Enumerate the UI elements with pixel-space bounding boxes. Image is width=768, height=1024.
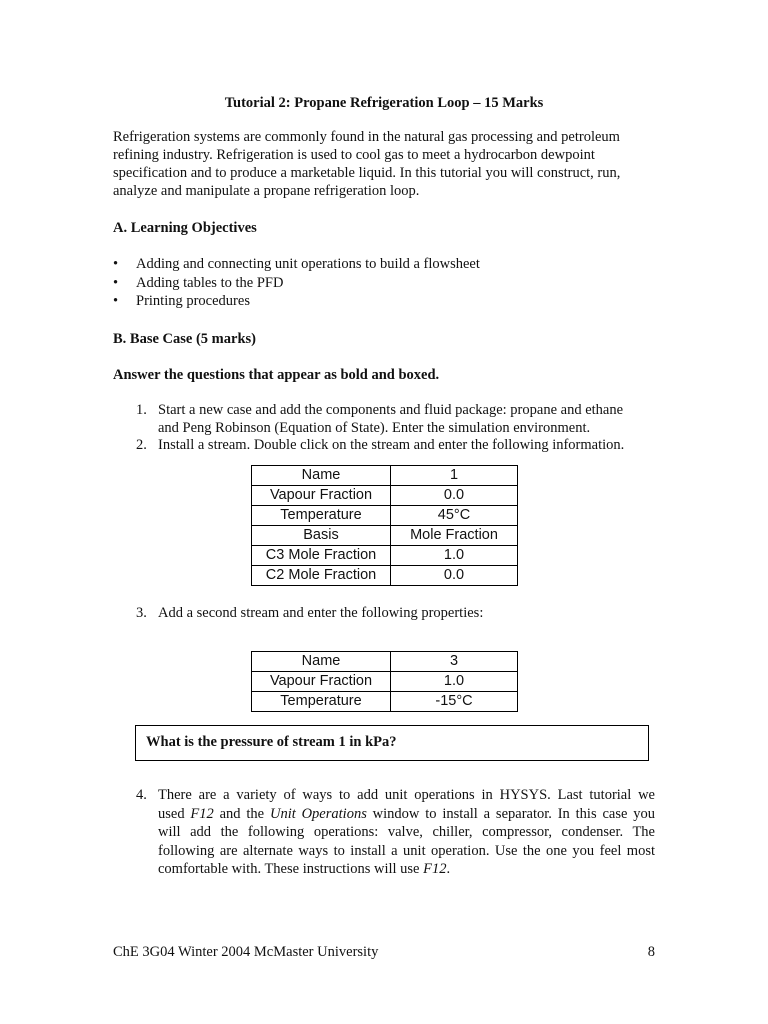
page-number: 8	[647, 944, 655, 960]
property-value: 3	[391, 652, 518, 672]
intro-line: analyze and manipulate a propane refrigeration loop.	[113, 183, 420, 199]
table-row	[252, 692, 518, 712]
stream-1-table	[251, 465, 518, 586]
table-row	[252, 652, 518, 672]
property-name: C2 Mole Fraction	[252, 566, 391, 586]
step-text-line: and Peng Robinson (Equation of State). Enter the simulation environment.	[158, 420, 591, 436]
property-name: Name	[252, 652, 391, 672]
step-number: 1.	[136, 402, 147, 418]
question-box	[135, 725, 649, 761]
property-value: 45°C	[391, 506, 518, 526]
property-name: Vapour Fraction	[252, 486, 391, 506]
step-number: 2.	[136, 437, 147, 453]
section-b-heading: B. Base Case (5 marks)	[113, 331, 256, 347]
property-value: Mole Fraction	[391, 526, 518, 546]
step-text: Install a stream. Double click on the stream and enter the following information.	[158, 437, 625, 453]
list-item: • Adding and connecting unit operations to build a flowsheet	[113, 255, 480, 274]
property-name: Temperature	[252, 692, 391, 712]
intro-line: refining industry. Refrigeration is used to cool gas to meet a hydrocarbon dewpoint	[113, 147, 595, 163]
stream-3-table	[251, 651, 518, 712]
step-text-line: used F12 and the Unit Operations window to install a separator. In this case you	[158, 805, 655, 822]
property-value: 1.0	[391, 672, 518, 692]
property-name: Basis	[252, 526, 391, 546]
table-row	[252, 566, 518, 586]
question-text: What is the pressure of stream 1 in kPa?	[146, 734, 397, 750]
learning-objectives-list	[113, 255, 480, 311]
property-name: Vapour Fraction	[252, 672, 391, 692]
step-number: 4.	[136, 787, 147, 803]
intro-paragraph	[113, 128, 658, 200]
table-row	[252, 526, 518, 546]
table-row	[252, 486, 518, 506]
table-row	[252, 506, 518, 526]
step-number: 3.	[136, 605, 147, 621]
table-row	[252, 546, 518, 566]
instruction-text: Answer the questions that appear as bold and boxed.	[113, 367, 440, 383]
intro-line: specification and to produce a marketable liquid. In this tutorial you will construct, run,	[113, 165, 621, 181]
property-name: C3 Mole Fraction	[252, 546, 391, 566]
step-text-line: Start a new case and add the components and fluid package: propane and ethane	[158, 402, 624, 418]
property-name: Name	[252, 466, 391, 486]
property-value: 0.0	[391, 486, 518, 506]
property-value: 0.0	[391, 566, 518, 586]
table-row	[252, 672, 518, 692]
step-text: Add a second stream and enter the following properties:	[158, 605, 484, 621]
page-title: Tutorial 2: Propane Refrigeration Loop – 15 Marks	[224, 95, 544, 111]
footer-course: ChE 3G04 Winter 2004 McMaster University	[113, 944, 379, 960]
property-value: 1.0	[391, 546, 518, 566]
property-name: Temperature	[252, 506, 391, 526]
step-text-line: There are a variety of ways to add unit operations in HYSYS. Last tutorial we	[158, 787, 655, 803]
table-row	[252, 466, 518, 486]
intro-line: Refrigeration systems are commonly found in the natural gas processing and petroleum	[113, 129, 620, 145]
list-item: • Printing procedures	[113, 292, 480, 311]
step-text-line: will add the following operations: valve, chiller, compressor, condenser. The	[158, 824, 655, 841]
step-text-line: following are alternate ways to install a unit operation. Use the one you feel most	[158, 842, 655, 859]
list-item: • Adding tables to the PFD	[113, 274, 480, 293]
section-a-heading: A. Learning Objectives	[113, 220, 257, 236]
property-value: 1	[391, 466, 518, 486]
property-value: -15°C	[391, 692, 518, 712]
step-text-line: comfortable with. These instructions will use F12.	[158, 861, 451, 878]
